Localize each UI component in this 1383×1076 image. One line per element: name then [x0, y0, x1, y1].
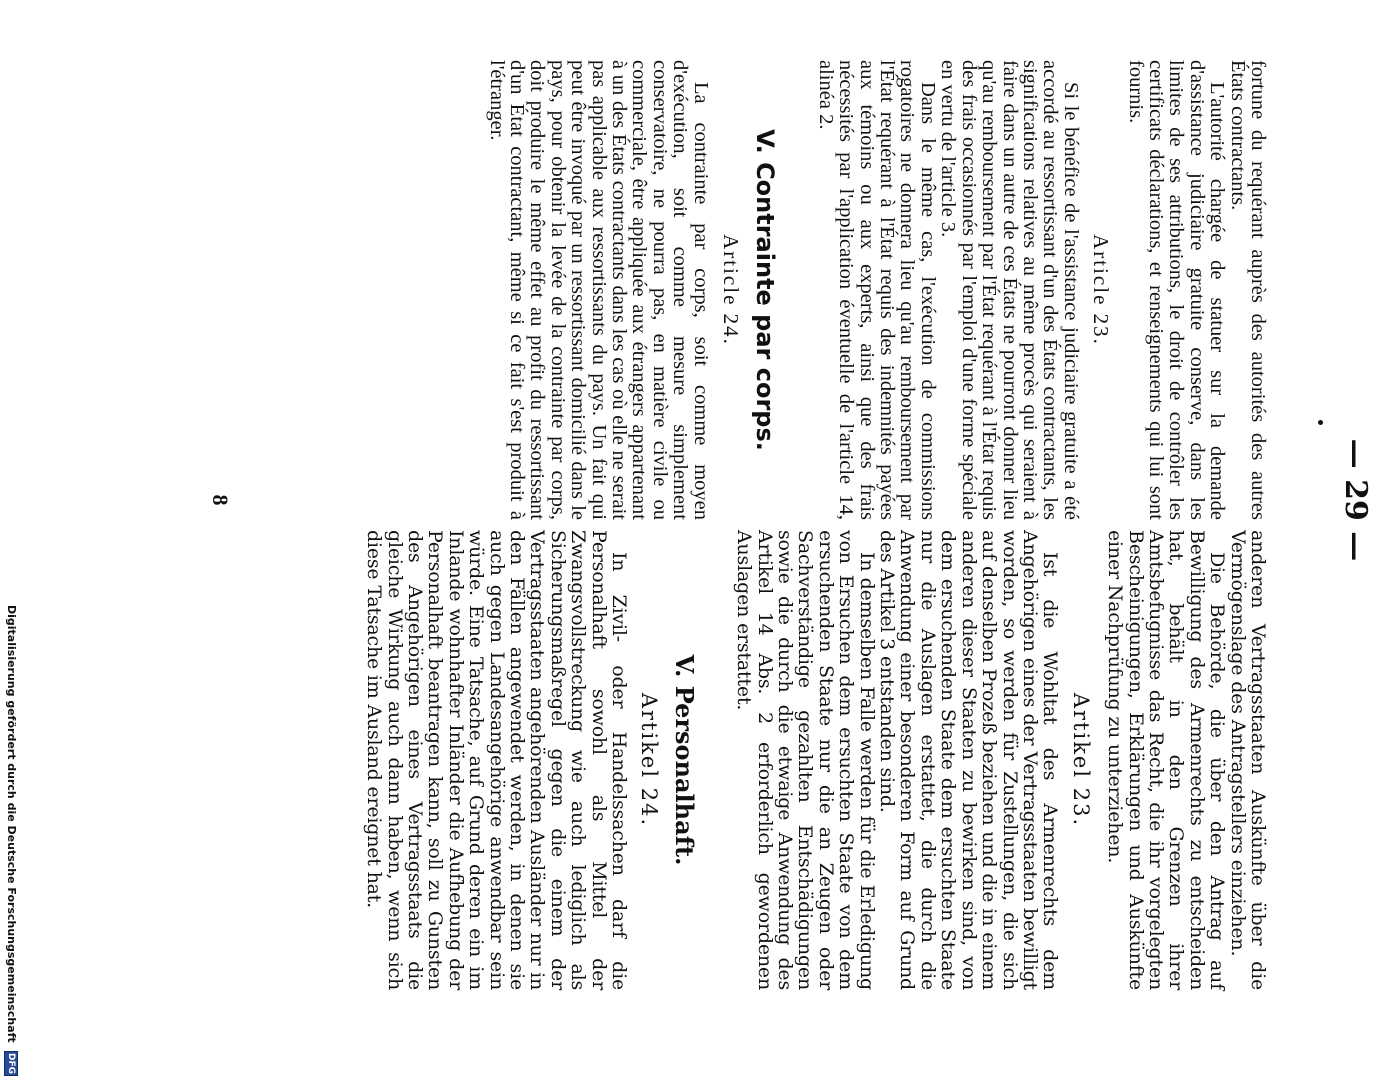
- fr-section-v-title: V. Contrainte par corps.: [751, 129, 780, 451]
- de-paragraph: anderen Vertragsstaaten Auskünfte über die Vermögenslage des Antragstellers einziehen.: [1226, 530, 1269, 990]
- digitization-credit-text: Digitalisierung gefördert durch die Deutsche Forschungsgemeinschaft: [5, 605, 18, 1043]
- de-paragraph: Ist die Wohltat des Armenrechts dem Angehörigen eines der Vertragsstaaten bewilligt worden, so werden für Zustellungen, die sich auf denselben Prozeß beziehen und die in einem anderen dieser Staaten zu bewirken sind, von dem ersuchenden Staate dem ersuchten Staate nur die Auslagen erstattet, die durch die Anwendung einer besonderen Form auf Grund des Artikel 3 entstanden sind.: [876, 530, 1062, 990]
- fr-paragraph: Si le bénéfice de l'assistance judiciaire gratuite a été accordé au ressortissant d'un des États contractants, les significations relatives au même procès qui seraient à faire dans un autre de ces États ne pourront donner lieu qu'au remboursement par l'État requérant à l'État requis des frais occasionnés par l'emploi d'une forme spéciale en vertu de l'article 3.: [937, 60, 1082, 520]
- fr-paragraph: Dans le même cas, l'exécution de commissions rogatoires ne donnera lieu qu'au remboursement par l'État requérant à l'État requis des indemnités payées aux témoins ou aux experts, ainsi que des frais nécessités par l'application éventuelle de l'article 14, alinéa 2.: [814, 60, 939, 520]
- fr-article-23-title: Article 23.: [1089, 234, 1114, 346]
- sheet-signature: 8: [208, 494, 233, 506]
- fr-article-24-title: Article 24.: [719, 234, 744, 346]
- german-column: [364, 530, 1268, 990]
- de-paragraph: In demselben Falle werden für die Erledigung von Ersuchen dem ersuchten Staate von dem ersuchenden Staate nur die an Zeugen oder Sachverständige gezahlten Entschädigungen sowie die durch die etwaige Anwendung des Artikel 14 Abs. 2 erforderlich gewordenen Auslagen erstattet.: [733, 530, 878, 990]
- dfg-logo-icon: DFG: [6, 1052, 16, 1074]
- de-article-24-title: Artikel 24.: [637, 692, 662, 828]
- fr-paragraph: L'autorité chargée de statuer sur la demande d'assistance judiciaire gratuite conserve, dans les limites de ses attributions, le droit de contrôler les certificats déclarations, et renseignements qui lui sont fournis.: [1124, 60, 1229, 520]
- de-paragraph: In Zivil- oder Handelssachen darf die Personalhaft sowohl als Mittel der Zwangsvollstreckung wie auch lediglich als Sicherungsmaßregel gegen die einem der Vertragsstaaten angehörenden Ausländer nur in den Fällen angewendet werden, in denen sie auch gegen Landesangehörige anwendbar sein würde. Eine Tatsache, auf Grund deren ein im Inlande wohnhafter Inländer die Aufhebung der Personalhaft beantragen kann, soll zu Gunsten des Angehörigen eines Vertragsstaats die gleiche Wirkung auch dann haben, wenn sich diese Tatsache im Ausland ereignet hat.: [363, 530, 631, 990]
- de-section-v-title: V. Personalhaft.: [669, 654, 699, 866]
- fr-paragraph: La contrainte par corps, soit comme moyen d'exécution, soit comme mesure simplement conservatoire, ne pourra pas, en matière civile ou commerciale, être appliquée aux étrangers appartenant à un des États contractants dans les cas où elle ne serait pas applicable aux ressortissants du pays. Un fait qui peut être invoqué par un ressortissant domicilié dans le pays, pour obtenir la levée de la contrainte par corps, doit produire le même effet au profit du ressortissant d'un État contractant, même si ce fait s'est produit à l'étranger.: [485, 60, 712, 520]
- de-article-23-title: Artikel 23.: [1068, 692, 1093, 828]
- page-number: — 29 —: [1338, 438, 1373, 562]
- digitization-credit: [4, 605, 18, 1076]
- fr-paragraph: fortune du requérant auprès des autorités des autres États contractants.: [1226, 60, 1269, 520]
- french-column: [486, 60, 1268, 520]
- speck: [1318, 420, 1323, 425]
- de-paragraph: Die Behörde, die über den Antrag auf Bewilligung des Armenrechts zu entscheiden hat, behält in den Grenzen ihrer Amtsbefugnisse das Recht, die ihr vorgelegten Bescheinigungen, Erklärungen und Auskünfte einer Nachprüfung zu unterziehen.: [1104, 530, 1229, 990]
